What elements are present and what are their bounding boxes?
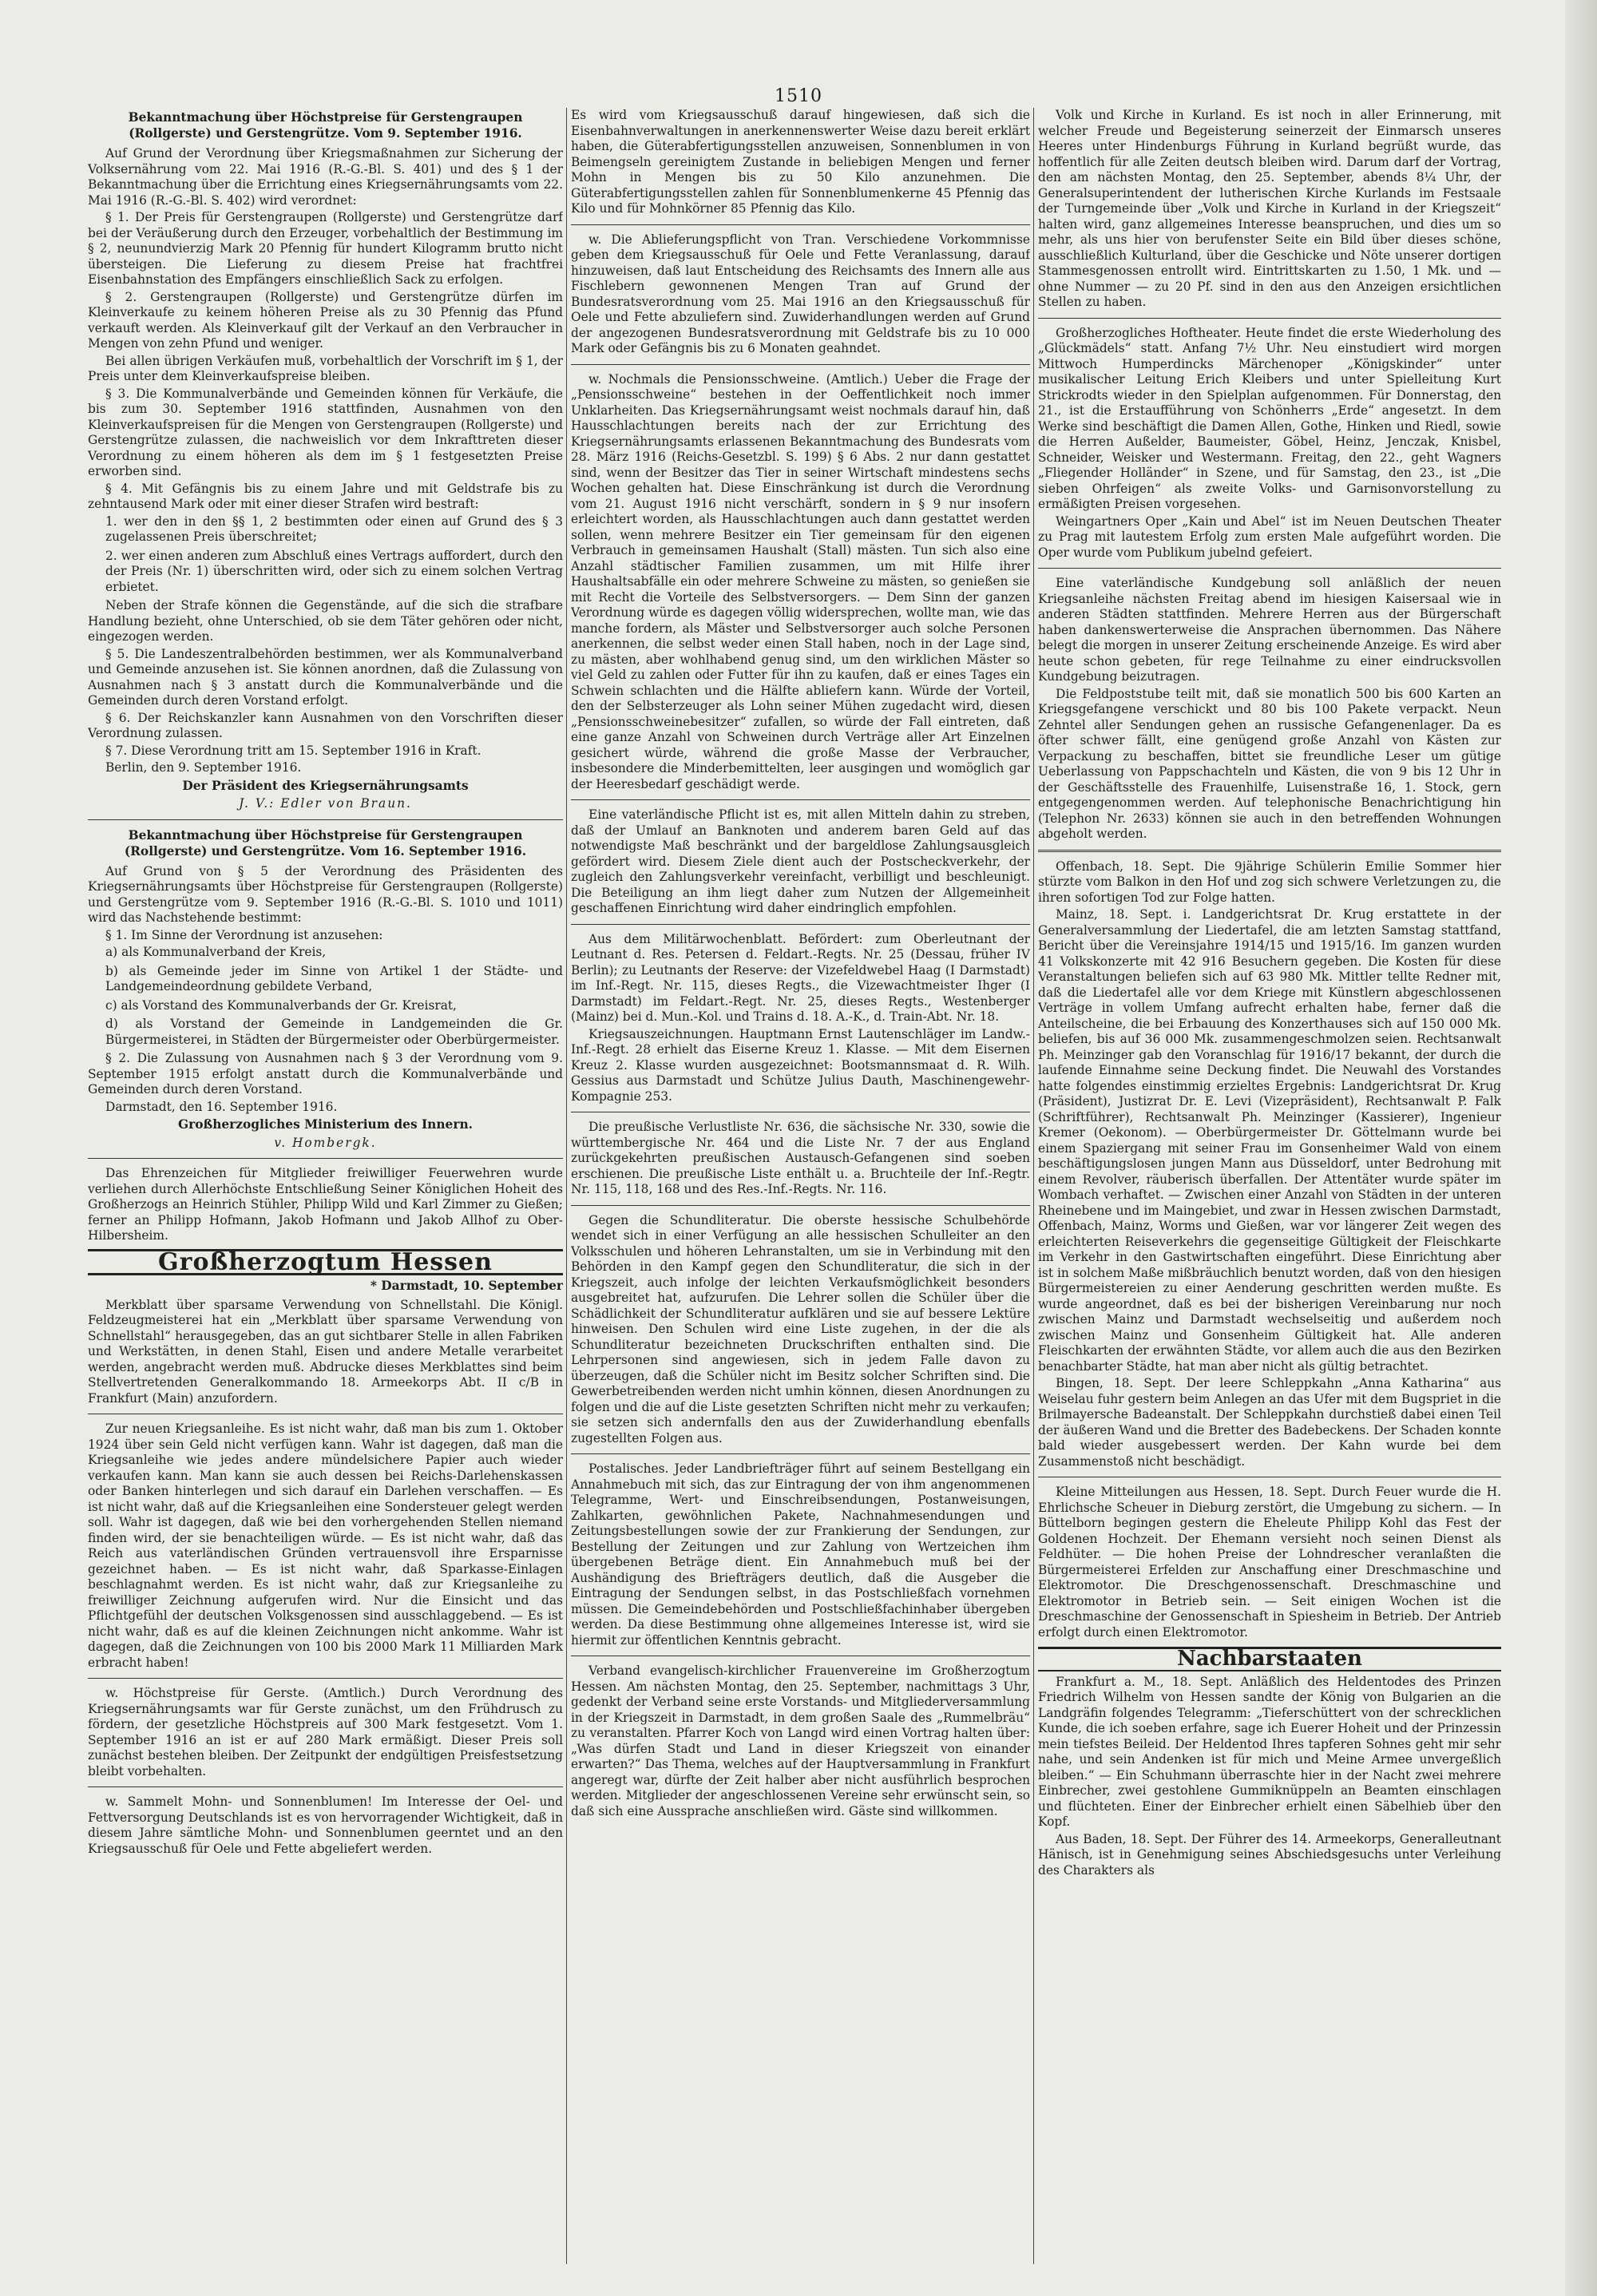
list-item: c) als Vorstand des Kommunalverbands der Gr. Kreisrat,	[105, 997, 457, 1013]
divider	[88, 1678, 563, 1679]
paragraph: Es wird vom Kriegsausschuß darauf hingewiesen, daß sich die Eisenbahnverwaltungen in anerkennenswerter Weise dazu bereit erklärt haben, die Güterabfertigungsstellen anzuweisen, Sonnenblumen in von Beimengseln gereinigtem Zustande in beliebigen Mengen und ferner Mohn in Mengen bis zu 50 Kilo anzunehmen. Die Güterabfertigungsstellen zahlen für Sonnenblumenkerne 45 Pfennig das Kilo und für Mohnkörner 85 Pfennig das Kilo.	[571, 108, 1030, 216]
list-item: b) als Gemeinde jeder im Sinne von Artikel 1 der Städte- und Landgemeindeordnung gebildete Verband,	[105, 963, 563, 993]
place-date: Berlin, den 9. September 1916.	[105, 760, 302, 775]
paragraph: Volk und Kirche in Kurland. Es ist noch in aller Erinnerung, mit welcher Freude und Begeisterung seinerzeit der Einmarsch unseres Heeres unter Hindenburgs Führung in Kurland begrüßt wurde, das hoffentlich für alle Zeiten deutsch bleiben wird. Darum darf der Vortrag, den am nächsten Montag, den 25. September, abends 8¼ Uhr, der Generalsuperintendent der lutherischen Kirche Kurlands im Festsaale der Turngemeinde über „Volk und Kirche in Kurland in der Kriegszeit“ halten wird, ganz allgemeines Interesse beanspruchen, und dies um so mehr, als uns hier von berufenster Seite ein Bild über dieses schöne, ausschließlich Kulturland, über die Geschicke und Nöte unserer dortigen Stammesgenossen entrollt wird. Eintrittskarten zu 1.50, 1 Mk. und — ohne Nummer — zu 20 Pf. sind in den aus den Anzeigen ersichtlichen Stellen zu haben.	[1038, 108, 1501, 309]
paragraph: § 3. Die Kommunalverbände und Gemeinden können für Verkäufe, die bis zum 30. September 1916 stattfinden, Ausnahmen von den Kleinverkaufspreisen für die Mengen von Gerstengraupen (Rollgerste) und Gerstengrütze zulassen, die nachweislich vor dem Inkrafttreten dieser Verordnung zu einem höheren als dem im § 1 festgesetzten Preise erworben sind.	[88, 386, 563, 478]
paragraph: Kleine Mitteilungen aus Hessen, 18. Sept. Durch Feuer wurde die H. Ehrlichsche Scheuer in Dieburg zerstört, die Umgebung zu sichern. — In Büttelborn begingen gestern die Eheleute Philipp Kohl das Fest der Goldenen Hochzeit. Der Ehemann versieht noch seinen Dienst als Feldhüter. — Die hohen Preise der Lohndrescher veranlaßten die Bürgermeisterei Erfelden zur Anschaffung einer Dreschmaschine und Elektromotor. Die Dreschgenossenschaft. Dreschmaschine und Elektromotor in Betrieb sein. — Seit einigen Wochen ist die Dreschmaschine der Genossenschaft in Spiesheim in Betrieb. Der Antrieb erfolgt durch einen Elektromotor.	[1038, 1485, 1501, 1640]
paragraph: § 2. Die Zulassung von Ausnahmen nach § 3 der Verordnung vom 9. September 1915 erfolgt anstatt durch die Kommunalverbände und Gemeinden durch deren Vorstand.	[88, 1051, 563, 1096]
dateline: * Darmstadt, 10. September	[370, 1279, 563, 1293]
divider	[571, 924, 1030, 925]
paragraph: Postalisches. Jeder Landbriefträger führt auf seinem Bestellgang ein Annahmebuch mit sich, das zur Eintragung der von ihm angenommenen Telegramme, Wert- und Einschreibsendungen, Postanweisungen, Zahlkarten, gewöhnlichen Pakete, Nachnahmesendungen und Zeitungsbestellungen sowie der zur Frankierung der Sendungen, zur Bestellung der Zeitungen und zur Zahlung von Wertzeichen ihm übergebenen Beträge dient. Ein Annahmebuch muß bei der Aushändigung des Briefträgers deutlich, daß die Ausgeber die Eintragung der Sendungen selbst, in das Postschließfach vornehmen müssen. Die Gemeindebehörden und Postschließfachinhaber übergeben werden. Da diese Bestimmung ohne allgemeines Interesse ist, wird sie hiermit zur öffentlichen Kenntnis gebracht.	[571, 1461, 1030, 1648]
signature-name: J. V.: Edler von Braun.	[239, 796, 412, 811]
paragraph: § 4. Mit Gefängnis bis zu einem Jahre und mit Geldstrafe bis zu zehntausend Mark oder mit einer dieser Strafen wird bestraft:	[88, 481, 563, 511]
paragraph: Frankfurt a. M., 18. Sept. Anläßlich des Heldentodes des Prinzen Friedrich Wilhelm von Hessen sandte der König von Bulgarien an die Landgräfin folgendes Telegramm: „Tieferschüttert von der schrecklichen Kunde, die ich soeben erfahre, sage ich Euerer Hoheit und der Prinzessin mein tiefstes Beileid. Der Heldentod Ihres tapferen Sohnes geht mir sehr nahe, und sein Andenken ist für mich und Meine Armee unvergeßlich bleiben.“ — Ein Schuhmann überraschte hier in der Nacht zwei mehrere Einbrecher, zwei gestohlene Gummiknüppeln an Beamten einschlagen und flüchteten. Einer der Einbrecher erhielt einen Säbelhieb über den Kopf.	[1038, 1674, 1501, 1829]
signature-title: Der Präsident des Kriegsernährungsamts	[182, 778, 469, 793]
divider	[88, 1786, 563, 1787]
section-title: Nachbarstaaten	[1038, 1647, 1501, 1671]
signature-title: Großherzogliches Ministerium des Innern.	[177, 1117, 473, 1132]
paragraph: Das Ehrenzeichen für Mitglieder freiwilliger Feuerwehren wurde verliehen durch Allerhöchste Entschließung Seiner Königlichen Hoheit des Großherzogs an Heinrich Stühler, Philipp Wild und Karl Zimmer zu Gießen; ferner an Philipp Hofmann, Jakob Hofmann und Jakob Allhof zu Ober-Hilbersheim.	[88, 1166, 563, 1243]
paragraph: w. Nochmals die Pensionsschweine. (Amtlich.) Ueber die Frage der „Pensionsschweine“ bestehen in der Oeffentlichkeit noch immer Unklarheiten. Das Kriegsernährungsamt weist nochmals darauf hin, daß Hausschlachtungen bereits nach der zur Errichtung des Kriegsernährungsamts erlassenen Bekanntmachung des Bundesrats vom 28. März 1916 (Reichs-Gesetzbl. S. 199) § 6 Abs. 2 nur dann gestattet sind, wenn der Besitzer das Tier in seiner Wirtschaft mindestens sechs Wochen gehalten hat. Diese Einschränkung ist durch die Verordnung vom 21. August 1916 nicht verschärft, sondern in § 9 nur insofern erleichtert worden, als Hausschlachtungen auch dann gestattet werden sollen, wenn mehrere Besitzer ein Tier gemeinsam für den eigenen Verbrauch in gemeinsamen Haushalt (Stall) mästen. Tun sich also eine Anzahl städtischer Familien zusammen, um mit Hilfe ihrer Haushaltsabfälle ein oder mehrere Schweine zu mästen, so genießen sie mit Recht die Vorteile des Selbstversorgers. — Dem Sinn der ganzen Verordnung würde es dagegen völlig widersprechen, wollte man, wie das manche fordern, als Mäster und Selbstversorger auch solche Personen anerkennen, die selbst weder einen Stall haben, noch in der Lage sind, zu mästen, aber wohlhabend genug sind, um den wirklichen Mäster so viel Geld zu zahlen oder Futter für ihn zu kaufen, daß er eines Tages ein Schwein schlachten und die Hälfte abliefern kann. Würde der Vorteil, den der Selbsterzeuger als Lohn seiner Mühen zugedacht wird, diesen „Pensionsschweinebesitzer“ zufallen, so würde der Fall eintreten, daß eine ganze Anzahl von Schweinen durch Verträge aller Art Einzelnen gesichert würde, während die große Masse der Verbraucher, insbesondere die Minderbemittelten, leer ausgingen und womöglich gar der Heeresbedarf geschädigt werde.	[571, 371, 1030, 791]
column-3	[1038, 108, 1501, 2264]
list-item: d) als Vorstand der Gemeinde in Landgemeinden die Gr. Bürgermeisterei, in Städten der Bürgermeister oder Oberbürgermeister.	[105, 1017, 563, 1047]
column-1	[88, 108, 563, 2264]
divider	[571, 224, 1030, 225]
paragraph: § 6. Der Reichskanzler kann Ausnahmen von den Vorschriften dieser Verordnung zulassen.	[88, 710, 563, 740]
paragraph: w. Die Ablieferungspflicht von Tran. Verschiedene Vorkommnisse geben dem Kriegsausschuß für Oele und Fette Veranlassung, darauf hinzuweisen, daß laut Entscheidung des Reichsamts des Innern alle aus Fischlebern gewonnenen Mengen Tran auf Grund der Bundesratsverordnung vom 25. Mai 1916 an den Kriegsausschuß für Oele und Fette abzuliefern sind. Zuwiderhandlungen werden auf Grund der angezogenen Bundesratsverordnung mit Geldstrafe bis zu 10 000 Mark oder Gefängnis bis zu 6 Monaten geahndet.	[571, 232, 1030, 355]
list-item: 2. wer einen anderen zum Abschluß eines Vertrags auffordert, durch den der Preis (Nr. 1) überschritten wird, oder sich zu einem solchen Vertrag erbietet.	[105, 548, 563, 594]
paragraph: Eine vaterländische Pflicht ist es, mit allen Mitteln dahin zu streben, daß der Umlauf an Banknoten und anderem baren Geld auf das notwendigste Maß beschränkt und der bargeldlose Zahlungsausgleich gefördert wird. Diesem Ziele dient auch der Postscheckverkehr, der zugleich den Zahlungsverkehr vereinfacht, verbilligt und beschleunigt. Die Beteiligung an ihm liegt daher zum Nutzen der Allgemeinheit geschaffenen Einrichtung wird daher eindringlich empfohlen.	[571, 807, 1030, 915]
article-title: Bekanntmachung über Höchstpreise für Gerstengraupen (Rollgerste) und Gerstengrütze. Vom 16. September 1916.	[124, 827, 527, 859]
paragraph: Eine vaterländische Kundgebung soll anläßlich der neuen Kriegsanleihe nächsten Freitag abend im hiesigen Kaisersaal wie in anderen Städten stattfinden. Mehrere Herren aus der Bürgerschaft haben dankenswerterweise die Ansprachen übernommen. Das Nähere belegt die morgen in unserer Zeitung erscheinende Anzeige. Es wird aber heute schon gebeten, für rege Teilnahme zu einer eindrucksvollen Kundgebung beizutragen.	[1038, 576, 1501, 684]
divider	[88, 819, 563, 820]
column-rule	[1033, 108, 1034, 2264]
divider	[1038, 850, 1501, 852]
page-number: 1510	[775, 86, 822, 106]
section-title: Großherzogtum Hessen	[88, 1249, 563, 1276]
paragraph: Weingartners Oper „Kain und Abel“ ist im Neuen Deutschen Theater zu Prag mit lautestem Erfolg zum ersten Male aufgeführt worden. Die Oper wurde vom Publikum jubelnd gefeiert.	[1038, 514, 1501, 560]
paragraph: § 1. Der Preis für Gerstengraupen (Rollgerste) und Gerstengrütze darf bei der Veräußerung durch den Erzeuger, vorbehaltlich der Bestimmung im § 2, neunundvierzig Mark 20 Pfennig für hundert Kilogramm brutto nicht übersteigen. Die Lieferung zu diesem Preise hat frachtfrei Eisenbahnstation des Empfängers einschließlich Sack zu erfolgen.	[88, 210, 563, 287]
paragraph: § 5. Die Landeszentralbehörden bestimmen, wer als Kommunalverband und Gemeinde anzusehen ist. Sie können anordnen, daß die Zulassung von Ausnahmen nach § 3 anstatt durch die Kommunalverbände und die Gemeinden durch deren Vorstand erfolgt.	[88, 646, 563, 708]
paragraph: Die Feldpoststube teilt mit, daß sie monatlich 500 bis 600 Karten an Kriegsgefangene verschickt und 80 bis 100 Pakete verpackt. Neun Zehntel aller Sendungen gehen an russische Gefangenenlager. Da es öfter schwer fällt, eine genügend große Anzahl von Kästen zur Verpackung zu beschaffen, bittet sie freundliche Leser um gütige Ueberlassung von Pappschachteln und Kästen, die von 9 bis 12 Uhr in der Geschäftsstelle des Frauenhilfe, Luisenstraße 16, 1. Stock, gern entgegengenommen werden. Auf telephonische Benachrichtigung hin (Telephon Nr. 2633) können sie auch in den betreffenden Wohnungen abgeholt werden.	[1038, 686, 1501, 841]
paragraph: Neben der Strafe können die Gegenstände, auf die sich die strafbare Handlung bezieht, ohne Unterschied, ob sie dem Täter gehören oder nicht, eingezogen werden.	[88, 598, 563, 644]
paragraph: Verband evangelisch-kirchlicher Frauenvereine im Großherzogtum Hessen. Am nächsten Montag, den 25. September, nachmittags 3 Uhr, gedenkt der Verband seine erste Vorstands- und Mitgliederversammlung in der Kriegszeit in Darmstadt, in dem großen Saale des „Rummelbräu“ zu veranstalten. Pfarrer Koch von Langd wird einen Vortrag halten über: „Was dürfen Stadt und Land in dieser Kriegszeit von einander erwarten?“ Das Thema, welches auf der Hauptversammlung in Frankfurt angeregt war, dürfte der Zeit halber aber nicht ausführlich besprochen werden. Mitglieder der angeschlossenen Vereine sehr erwünscht sein, so daß sich eine Aussprache anschließen wird. Gäste sind willkommen.	[571, 1664, 1030, 1818]
list-item: 1. wer den in den §§ 1, 2 bestimmten oder einen auf Grund des § 3 zugelassenen Preis überschreitet;	[105, 514, 563, 544]
divider	[571, 1205, 1030, 1206]
paragraph: Kriegsauszeichnungen. Hauptmann Ernst Lautenschläger im Landw.-Inf.-Regt. 28 erhielt das Eiserne Kreuz 1. Klasse. — Mit dem Eisernen Kreuz 2. Klasse wurden ausgezeichnet: Bootsmannsmaat d. R. Wilh. Gessius aus Darmstadt und Schütze Julius Dauth, Maschinengewehr-Kompagnie 253.	[571, 1026, 1030, 1104]
paragraph: Auf Grund der Verordnung über Kriegsmaßnahmen zur Sicherung der Volksernährung vom 22. Mai 1916 (R.-G.-Bl. S. 401) und des § 1 der Bekanntmachung über die Errichtung eines Kriegsernährungsamts vom 22. Mai 1916 (R.-G.-Bl. S. 402) wird verordnet:	[88, 146, 563, 208]
column-rule	[566, 108, 567, 2264]
list-item: a) als Kommunalverband der Kreis,	[105, 945, 327, 959]
paragraph: Die preußische Verlustliste Nr. 636, die sächsische Nr. 330, sowie die württembergische Nr. 464 und die Liste Nr. 7 der aus England zurückgekehrten preußischen Austausch-Gefangenen sind soeben erschienen. Die preußische Liste enthält u. a. Bruchteile der Inf.-Regtr. Nr. 115, 118, 168 und des Res.-Inf.-Regts. Nr. 116.	[571, 1120, 1030, 1196]
divider	[571, 1453, 1030, 1454]
divider	[1038, 568, 1501, 569]
paragraph: Aus dem Militärwochenblatt. Befördert: zum Oberleutnant der Leutnant d. Res. Petersen d. Feldart.-Regts. Nr. 25 (Dessau, früher IV Berlin); zu Leutnants der Reserve: der Vizefeldwebel Haag (I Darmstadt) im Inf.-Regt. Nr. 115, dieses Regts., die Vizewachtmeister Ihger (I Darmstadt) im Feldart.-Regt. Nr. 25, dieses Regts., Westenberger (Mainz) bei d. Mun.-Kol. und Trains d. 18. A.-K., d. Train-Abt. Nr. 18.	[571, 931, 1030, 1024]
paragraph: Offenbach, 18. Sept. Die 9jährige Schülerin Emilie Sommer hier stürzte vom Balkon in den Hof und zog sich schwere Verletzungen zu, die ihren sofortigen Tod zur Folge hatten.	[1038, 859, 1501, 905]
paragraph: § 2. Gerstengraupen (Rollgerste) und Gerstengrütze dürfen im Kleinverkaufe zu keinem höheren Preise als zu 30 Pfennig das Pfund verkauft werden. Als Kleinverkauf gilt der Verkauf an den Verbraucher in Mengen von zehn Pfund und weniger.	[88, 289, 563, 351]
paragraph: Bei allen übrigen Verkäufen muß, vorbehaltlich der Vorschrift im § 1, der Preis unter dem Kleinverkaufspreise bleiben.	[88, 353, 563, 383]
column-2	[571, 108, 1030, 2264]
paragraph: w. Sammelt Mohn- und Sonnenblumen! Im Interesse der Oel- und Fettversorgung Deutschlands ist es von hervorragender Wichtigkeit, daß in diesem Jahre sämtliche Mohn- und Sonnenblumen geerntet und an den Kriegsausschuß für Oele und Fette abgeliefert werden.	[88, 1794, 563, 1856]
signature-name: v. Hombergk.	[274, 1135, 377, 1150]
divider	[571, 364, 1030, 365]
place-date: Darmstadt, den 16. September 1916.	[105, 1099, 338, 1114]
divider	[88, 1158, 563, 1159]
paragraph: Bingen, 18. Sept. Der leere Schleppkahn „Anna Katharina“ aus Weiselau fuhr gestern beim Anlegen an das Ufer mit dem Bugspriet in die Brilmayersche Badeanstalt. Der Schleppkahn durchstieß dabei einen Teil der äußeren Wand und die Bretter des Badebeckens. Der Schaden konnte bald wieder ausgebessert werden. Der Kahn wurde bei dem Zusammenstoß nicht beschädigt.	[1038, 1376, 1501, 1469]
divider	[1038, 318, 1501, 319]
paragraph: Großherzogliches Hoftheater. Heute findet die erste Wiederholung des „Glückmädels“ statt. Anfang 7½ Uhr. Neu einstudiert wird morgen Mittwoch Humperdincks Märchenoper „Königskinder“ unter musikalischer Leitung Erich Kleibers und unter Spielleitung Kurt Strickrodts wieder in den Spielplan aufgenommen. Für Donnerstag, den 21., ist die Erstaufführung von Schönherrs „Erde“ angesetzt. In dem Werke sind beschäftigt die Damen Allen, Gothe, Hinken und Riedl, sowie die Herren Außelder, Baumeister, Göbel, Heinz, Jenczak, Knisbel, Schneider, Weisker und Westermann. Freitag, den 22., geht Wagners „Fliegender Holländer“ in Szene, und für Samstag, den 23., ist „Die sieben Ohrfeigen“ als zweite Volks- und Garnisonvorstellung zu ermäßigten Preisen vorgesehen.	[1038, 325, 1501, 511]
paragraph: Aus Baden, 18. Sept. Der Führer des 14. Armeekorps, Generalleutnant Hänisch, ist in Genehmigung seines Abschiedsgesuchs unter Verleihung des Charakters als	[1038, 1831, 1501, 1878]
article-title: Bekanntmachung über Höchstpreise für Gerstengraupen (Rollgerste) und Gerstengrütze. Vom 9. September 1916.	[128, 110, 523, 141]
paragraph: Merkblatt über sparsame Verwendung von Schnellstahl. Die Königl. Feldzeugmeisterei hat ein „Merkblatt über sparsame Verwendung von Schnellstahl“ herausgegeben, das an gut sichtbarer Stelle in allen Fabriken und Werkstätten, in denen Stahl, Eisen und andere Metalle verarbeitet werden, angebracht werden muß. Abdrucke dieses Merkblattes sind beim Stellvertretenden Generalkommando 18. Armeekorps Abt. II c/B in Frankfurt (Main) anzufordern.	[88, 1297, 563, 1406]
paragraph: Zur neuen Kriegsanleihe. Es ist nicht wahr, daß man bis zum 1. Oktober 1924 über sein Geld nicht verfügen kann. Wahr ist dagegen, daß man die Kriegsanleihe wie jedes andere mündelsichere Papier auch wieder verkaufen kann. Man kann sie auch dessen bei Reichs-Darlehenskassen oder Banken hinterlegen und sich darauf ein Darlehen verschaffen. — Es ist nicht wahr, daß auf die Kriegsanleihen eine Sondersteuer gelegt werden soll. Wahr ist dagegen, daß wie bei den vorhergehenden Stellen niemand finden wird, der sie benachteiligen würde. — Es ist nicht wahr, daß das Reich aus vaterländischen Gründen vertrauensvoll ihre Ersparnisse gezeichnet haben. — Es ist nicht wahr, daß Sparkasse-Einlagen beschlagnahmt werden. Es ist nicht wahr, daß zur Kriegsanleihe zu freiwilliger Zeichnung aufgerufen wird. Nur die Einsicht und das Pflichtgefühl der deutschen Volksgenossen sind ausschlaggebend. — Es ist nicht wahr, daß es auf die kleinen Zeichnungen nicht ankomme. Wahr ist dagegen, daß die Zeichnungen von 100 bis 2000 Mark 11 Milliarden Mark erbracht haben!	[88, 1422, 563, 1670]
divider	[571, 799, 1030, 800]
paragraph: Auf Grund von § 5 der Verordnung des Präsidenten des Kriegsernährungsamts über Höchstpreise für Gerstengraupen (Rollgerste) und Gerstengrütze vom 9. September 1916 (R.-G.-Bl. S. 1010 und 1011) wird das Nachstehende bestimmt:	[88, 863, 563, 925]
paragraph: w. Höchstpreise für Gerste. (Amtlich.) Durch Verordnung des Kriegsernährungsamts war für Gerste zunächst, um den Frühdrusch zu fördern, der gesetzliche Höchstpreis auf 300 Mark festgesetzt. Vom 1. September 1916 an ist er auf 280 Mark ermäßigt. Dieser Preis soll zunächst bestehen bleiben. Der Zeitpunkt der endgültigen Preisfestsetzung bleibt vorbehalten.	[88, 1686, 563, 1779]
paragraph: § 1. Im Sinne der Verordnung ist anzusehen:	[105, 927, 383, 942]
paragraph: Mainz, 18. Sept. i. Landgerichtsrat Dr. Krug erstattete in der Generalversammlung der Liedertafel, die am letzten Samstag stattfand, Bericht über die Vereinsjahre 1914/15 und 1915/16. Im ganzen wurden 41 Volkskonzerte mit 42 916 Besuchern gegeben. Die Kosten für diese Veranstaltungen beliefen sich auf 63 980 Mk. Mittler tellte Redner mit, daß die Liedertafel alle vor dem Kriege mit Künstlern abgeschlossenen Verträge in vollem Umfang aufrecht erhalten habe, ferner daß die Anteilscheine, die bei Erbauung des Konzerthauses sich auf 150 000 Mk. beliefen, bis auf 36 000 Mk. zusammengeschmolzen seien. Rechtsanwalt Ph. Meinzinger gab den Voranschlag für 1916/17 bekannt, der durch die laufende Einnahme seine Deckung findet. Die Neuwahl des Vorstandes hatte folgendes einstimmig erzieltes Ergebnis: Landgerichtsrat Dr. Krug (Präsident), Justizrat Dr. E. Levi (Vizepräsident), Rechtsanwalt P. Falk (Schriftführer), Rechtsanwalt Ph. Meinzinger (Kassierer), Ingenieur Kremer (Oekonom). — Oberbürgermeister Dr. Göttelmann wurde bei einem Spaziergang mit seiner Frau im Gonsenheimer Wald von einem beschäftigungslosen jungen Mann aus Düsseldorf, unter Bedrohung mit einem Revolver, räuberisch überfallen. Der Attentäter wurde später im Wombach verhaftet. — Zwischen einer Anzahl von Städten in der unteren Rheinebene und im Maingebiet, und zwar in Hessen zwischen Darmstadt, Offenbach, Mainz, Worms und Gießen, war vor längerer Zeit wegen des erleichterten Reiseverkehrs die gegenseitige Gültigkeit der Fleischkarte im Verkehr in den Gastwirtschaften eingeführt. Diese Einrichtung aber ist in solchem Maße mißbräuchlich benutzt worden, daß von den hiesigen Bürgermeistereien zu einer Aenderung geschritten werden mußte. Es wurde angeordnet, daß es bei der bisherigen Vereinbarung nur noch zwischen Mainz und Darmstadt wechselseitig und außerdem noch zwischen Mainz und Gonsenheim Gültigkeit hat. Alle anderen Fleischkarten der erwähnten Städte, vor allem auch die aus den Bezirken benachbarter Städte, hat man aber nicht als gültig betrachtet.	[1038, 907, 1501, 1374]
page-edge	[1565, 0, 1597, 2296]
paragraph: Gegen die Schundliteratur. Die oberste hessische Schulbehörde wendet sich in einer Verfügung an alle hessischen Schulleiter an den Volksschulen und höheren Lehranstalten, um sie in Verbindung mit den Behörden in den Kampf gegen den Schundliteratur, die sich in der Kriegszeit, auch infolge der leichten Verkaufsmöglichkeit besonders ausgebreitet hat, aufzurufen. Die Lehrer sollen die Schüler über die Schädlichkeit der Schundliteratur aufklären und sie auf bessere Lektüre hinweisen. Den Schulen wird eine Liste zugehen, in der die als Schundliteratur bezeichneten Druckschriften enthalten sind. Die Lehrpersonen sind angewiesen, sich in jedem Falle davon zu überzeugen, daß die Schüler nicht im Besitz solcher Schriften sind. Die Gewerbetreibenden werden nicht umhin können, diesen Anordnungen zu folgen und die auf die Liste gesetzten Schriften nicht mehr zu verkaufen; sie setzen sich andernfalls den aus der Zuwiderhandlung ebenfalls zugestellten Folgen aus.	[571, 1212, 1030, 1445]
paragraph: § 7. Diese Verordnung tritt am 15. September 1916 in Kraft.	[105, 743, 481, 758]
